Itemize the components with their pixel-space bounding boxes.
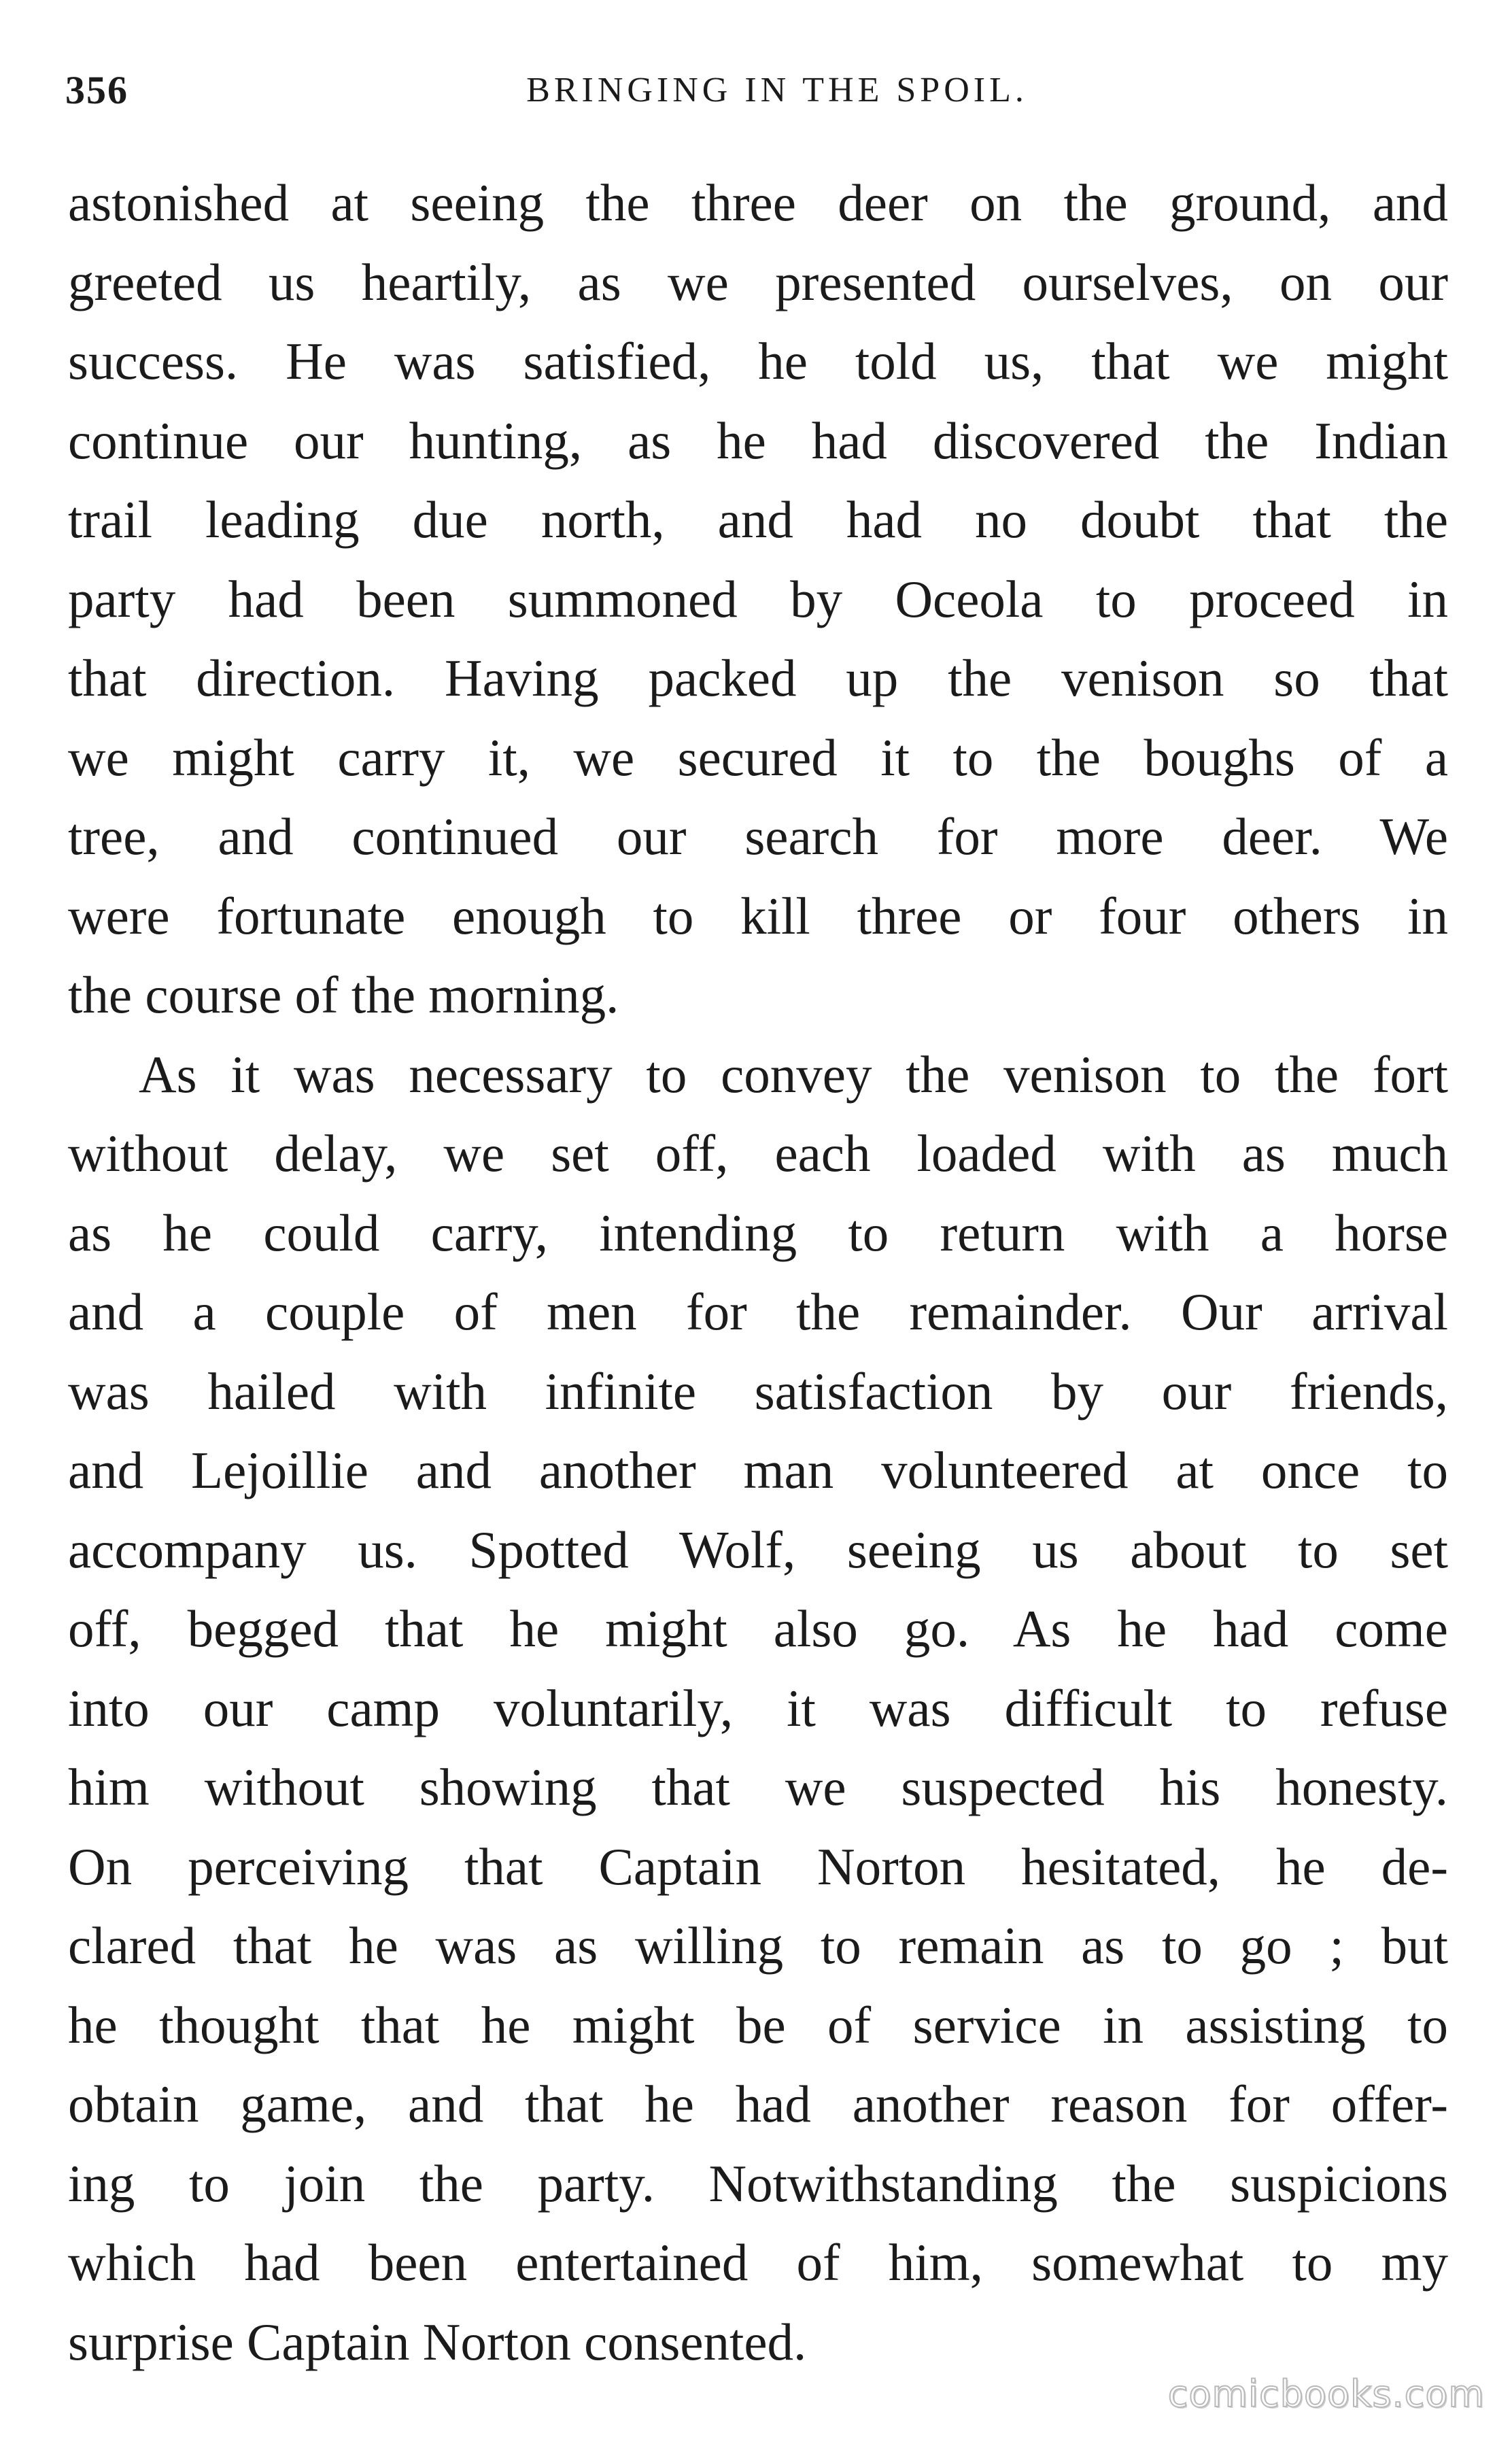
text-line: we might carry it, we secured it to the boughs of a [68,728,1448,787]
watermark-text: comicbooks.com [1167,2373,1485,2415]
page-header [65,60,1448,121]
text-line: off, begged that he might also go. As he had come [68,1599,1448,1658]
text-line: into our camp voluntarily, it was difficult to refuse [68,1678,1448,1737]
text-line: obtain game, and that he had another reason for offer- [68,2075,1448,2133]
body-text [68,163,1448,2381]
text-line: clared that he was as willing to remain as to go ; but [68,1916,1448,1975]
paragraph-1 [68,163,1448,1035]
text-line: tree, and continued our search for more deer. We [68,807,1448,866]
text-line: As it was necessary to convey the venison to the fort [139,1044,1448,1104]
text-line: success. He was satisfied, he told us, that we might [68,332,1448,390]
text-line: astonished at seeing the three deer on the ground, and [68,173,1448,232]
text-line: were fortunate enough to kill three or four others in [68,886,1448,945]
text-line: trail leading due north, and had no doubt that the [68,490,1448,549]
text-line: On perceiving that Captain Norton hesitated, he de- [68,1837,1448,1896]
text-line: without delay, we set off, each loaded with as much [68,1124,1448,1183]
running-head: BRINGING IN THE SPOIL. [526,71,1028,109]
text-line: he thought that he might be of service in assisting to [68,1995,1448,2054]
text-line: continue our hunting, as he had discovered the Indian [68,411,1448,470]
text-line: that direction. Having packed up the venison so that [68,649,1448,707]
text-line: him without showing that we suspected his honesty. [68,1758,1448,1816]
text-line: the course of the morning. [68,966,619,1024]
text-line: party had been summoned by Oceola to proceed in [68,569,1448,628]
text-line: greeted us heartily, as we presented ourselves, on our [68,252,1448,311]
text-line: which had been entertained of him, somewhat to my [68,2233,1448,2292]
text-line: accompany us. Spotted Wolf, seeing us about to set [68,1520,1448,1579]
text-line: as he could carry, intending to return with a horse [68,1203,1448,1262]
text-line: was hailed with infinite satisfaction by our friends, [68,1361,1448,1421]
text-line: and a couple of men for the remainder. Our arrival [68,1282,1448,1341]
text-line: and Lejoillie and another man volunteered at once to [68,1441,1448,1499]
text-line: ing to join the party. Notwithstanding the suspicions [68,2154,1448,2213]
page-number: 356 [65,68,128,112]
text-line: surprise Captain Norton consented. [68,2312,807,2371]
paragraph-2 [68,1035,1448,2382]
